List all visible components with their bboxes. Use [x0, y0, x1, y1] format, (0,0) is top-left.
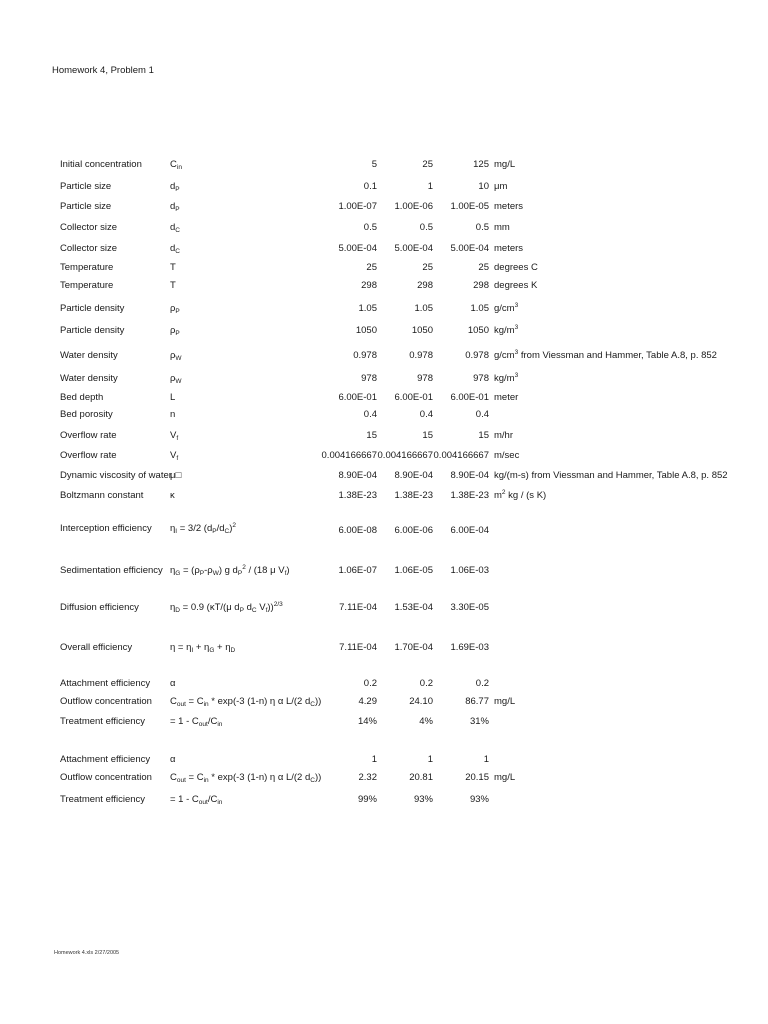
cell-unit: $g/cm^3$ — [494, 302, 519, 314]
cell-value-3: 10 — [478, 181, 489, 192]
cell-symbol: n — [170, 409, 176, 420]
cell-unit: m/hr — [494, 430, 513, 441]
footer-note: Homework 4.xls 2/27/2005 — [54, 950, 120, 956]
table-row — [0, 601, 768, 615]
table-row — [0, 449, 768, 463]
table-row — [0, 429, 768, 443]
cell-unit: $m^2$ kg / (s K) — [494, 489, 547, 501]
cell-name: Particle density — [60, 325, 125, 336]
cell-value-1: 2.32 — [358, 772, 377, 783]
cell-value-2: 1 — [427, 754, 433, 765]
table-row — [0, 221, 768, 235]
cell-name: Attachment efficiency — [60, 678, 151, 689]
cell-value-1: 1.05 — [358, 303, 377, 314]
cell-value-2: 978 — [417, 373, 433, 384]
cell-value-2: 20.81 — [409, 772, 433, 783]
cell-value-1: 14% — [357, 716, 377, 727]
cell-symbol: L — [170, 392, 176, 403]
cell-value-3: 6.00E-04 — [450, 525, 489, 536]
cell-unit: meter — [494, 392, 519, 403]
cell-value-2: 1 — [427, 181, 433, 192]
cell-value-3: 0.978 — [465, 350, 489, 361]
cell-name: Treatment efficiency — [60, 794, 146, 805]
page-title: Homework 4, Problem 1 — [52, 65, 154, 76]
cell-symbol: α — [170, 754, 176, 765]
cell-unit: meters — [494, 243, 524, 254]
cell-value-1: 8.90E-04 — [338, 470, 377, 481]
cell-value-3: 20.15 — [465, 772, 489, 783]
cell-value-3: 1.38E-23 — [450, 490, 489, 501]
cell-symbol: $d_P$ — [170, 201, 180, 213]
cell-value-3: 93% — [469, 794, 489, 805]
cell-value-2: 0.004166667 — [377, 450, 433, 461]
table-row — [0, 349, 768, 363]
cell-value-2: 1.06E-05 — [394, 565, 433, 576]
cell-value-1: 25 — [366, 262, 377, 273]
cell-value-3: 1.00E-05 — [450, 201, 489, 212]
cell-value-3: 1 — [483, 754, 489, 765]
cell-value-2: 0.978 — [409, 350, 433, 361]
cell-value-2: 8.90E-04 — [394, 470, 433, 481]
table-row — [0, 753, 768, 767]
cell-name: Initial concentration — [60, 159, 142, 170]
cell-name: Particle size — [60, 201, 112, 212]
cell-name: Attachment efficiency — [60, 754, 151, 765]
cell-symbol: = $1 - C_{out}/C_{in}$ — [170, 716, 223, 728]
cell-unit: mg/L — [494, 696, 516, 707]
table-row — [0, 261, 768, 275]
cell-value-1: 6.00E-01 — [338, 392, 377, 403]
cell-value-2: 1.05 — [414, 303, 433, 314]
cell-value-1: 6.00E-08 — [338, 525, 377, 536]
cell-unit: mg/L — [494, 772, 516, 783]
cell-value-1: 0.978 — [353, 350, 377, 361]
cell-value-1: 1 — [371, 754, 377, 765]
cell-unit: $kg/m^3$ — [494, 324, 519, 336]
cell-value-1: 298 — [361, 280, 377, 291]
cell-value-3: 15 — [478, 430, 489, 441]
cell-value-3: 31% — [469, 716, 489, 727]
cell-unit: degrees C — [494, 262, 538, 273]
cell-value-2: 4% — [419, 716, 433, 727]
cell-value-2: 0.2 — [419, 678, 433, 689]
cell-name: Collector size — [60, 222, 118, 233]
table-row — [0, 641, 768, 655]
cell-symbol: $C_{in}$ — [170, 159, 182, 171]
table-row — [0, 524, 768, 538]
cell-unit: $g/cm^3$ from Viessman and Hammer, Table A.8, p. 852 — [494, 349, 717, 361]
cell-unit: kg/(m-s) from Viessman and Hammer, Table A.8, p. 852 — [494, 470, 728, 481]
cell-name: Outflow concentration — [60, 696, 152, 707]
cell-value-1: 7.11E-04 — [339, 642, 377, 653]
cell-value-3: 3.30E-05 — [450, 602, 489, 613]
cell-value-2: 25 — [422, 262, 433, 273]
cell-name: Overflow rate — [60, 450, 117, 461]
cell-symbol: = $1 - C_{out}/C_{in}$ — [170, 794, 223, 806]
cell-value-2: 298 — [417, 280, 433, 291]
cell-value-1: 0.4 — [363, 409, 377, 420]
cell-symbol: α — [170, 678, 176, 689]
cell-unit: m/sec — [494, 450, 520, 461]
cell-value-1: 7.11E-04 — [339, 602, 377, 613]
table-row — [0, 200, 768, 214]
cell-symbol: κ — [170, 490, 175, 501]
table-row — [0, 695, 768, 709]
cell-name: Particle size — [60, 181, 112, 192]
cell-value-2: 25 — [422, 159, 433, 170]
cell-symbol: $\eta_D = 0.9$ (κT/(μ $d_P$ $d_C$ $V_f))^{2/3}$ — [170, 601, 283, 614]
cell-value-1: 0.004166667 — [321, 450, 377, 461]
table-row — [0, 469, 768, 483]
cell-symbol: $V_f$ — [170, 450, 179, 462]
cell-value-1: 15 — [366, 430, 377, 441]
cell-unit: degrees K — [494, 280, 538, 291]
cell-value-2: 6.00E-01 — [394, 392, 433, 403]
cell-unit: $kg/m^3$ — [494, 372, 519, 384]
table-row — [0, 771, 768, 785]
cell-symbol: $C_{out} = C_{in} * \exp(-3$ (1-n) η α L/(2 $d_C$)) — [170, 696, 322, 708]
cell-name: Temperature — [60, 280, 114, 291]
cell-value-3: 1.69E-03 — [450, 642, 489, 653]
cell-symbol: $d_P$ — [170, 181, 180, 193]
cell-value-3: 1050 — [467, 325, 489, 336]
cell-symbol: $d_C$ — [170, 243, 180, 255]
cell-value-1: 1.06E-07 — [338, 565, 377, 576]
table-row — [0, 391, 768, 405]
cell-value-1: 978 — [361, 373, 377, 384]
cell-name: Diffusion efficiency — [60, 602, 139, 613]
cell-unit: mg/L — [494, 159, 516, 170]
cell-unit: mm — [494, 222, 510, 233]
table-row — [0, 302, 768, 316]
cell-value-1: 0.1 — [363, 181, 377, 192]
table-row — [0, 372, 768, 386]
cell-name: Bed depth — [60, 392, 104, 403]
cell-value-3: 0.2 — [475, 678, 489, 689]
table-row — [0, 793, 768, 807]
cell-name: Sedimentation efficiency — [60, 565, 163, 576]
cell-value-2: 6.00E-06 — [394, 525, 433, 536]
cell-name: Water density — [60, 373, 118, 384]
table-row — [0, 242, 768, 256]
cell-name: Overall efficiency — [60, 642, 133, 653]
cell-name: Boltzmann constant — [60, 490, 144, 501]
cell-symbol: $\eta = \eta_I + \eta_G + \eta_D$ — [170, 642, 236, 654]
cell-value-3: 978 — [473, 373, 489, 384]
cell-value-1: 5.00E-04 — [338, 243, 377, 254]
cell-value-1: 1.38E-23 — [338, 490, 377, 501]
cell-value-3: 0.5 — [475, 222, 489, 233]
cell-value-2: 5.00E-04 — [394, 243, 433, 254]
cell-name: Temperature — [60, 262, 114, 273]
cell-name: Treatment efficiency — [60, 716, 146, 727]
cell-name: Interception efficiency — [60, 523, 152, 534]
cell-symbol: $\rho_W$ — [170, 350, 182, 362]
cell-value-1: 5 — [371, 159, 377, 170]
cell-unit: μm — [494, 181, 508, 192]
cell-value-1: 0.2 — [363, 678, 377, 689]
table-row — [0, 489, 768, 503]
cell-value-2: 15 — [422, 430, 433, 441]
cell-value-1: 99% — [357, 794, 377, 805]
cell-value-2: 0.4 — [419, 409, 433, 420]
table-row — [0, 715, 768, 729]
cell-value-2: 1.38E-23 — [394, 490, 433, 501]
cell-name: Bed porosity — [60, 409, 113, 420]
cell-value-2: 93% — [413, 794, 433, 805]
cell-name: Collector size — [60, 243, 118, 254]
cell-value-3: 8.90E-04 — [450, 470, 489, 481]
cell-symbol: $\eta_G = (\rho_P-\rho_W)$ g $d_P^2 / (18$ μ $V_f$) — [170, 564, 290, 577]
cell-value-3: 0.4 — [475, 409, 489, 420]
cell-value-3: 298 — [473, 280, 489, 291]
cell-symbol: $\rho_P$ — [170, 325, 180, 337]
cell-name: Outflow concentration — [60, 772, 152, 783]
cell-symbol: $d_C$ — [170, 222, 180, 234]
cell-value-2: 0.5 — [419, 222, 433, 233]
cell-value-3: 5.00E-04 — [450, 243, 489, 254]
table-row — [0, 279, 768, 293]
cell-name: Dynamic viscosity of water — [60, 470, 172, 481]
cell-symbol: $\rho_W$ — [170, 373, 182, 385]
cell-unit: meters — [494, 201, 524, 212]
cell-value-2: 1.00E-06 — [394, 201, 433, 212]
cell-symbol: $\eta_I = 3/2$ $(d_P/d_C)^2$ — [170, 522, 237, 535]
table-row — [0, 408, 768, 422]
cell-symbol: $C_{out} = C_{in} * \exp(-3$ (1-n) η α L/(2 $d_C$)) — [170, 772, 322, 784]
cell-value-3: 6.00E-01 — [450, 392, 489, 403]
cell-value-1: 1050 — [355, 325, 377, 336]
cell-symbol: T — [170, 262, 176, 273]
cell-symbol: $\rho_P$ — [170, 303, 180, 315]
table-row — [0, 158, 768, 172]
cell-value-3: 86.77 — [465, 696, 489, 707]
cell-value-3: 1.06E-03 — [450, 565, 489, 576]
cell-value-2: 1.53E-04 — [394, 602, 433, 613]
cell-value-3: 25 — [478, 262, 489, 273]
cell-value-1: 4.29 — [358, 696, 377, 707]
table-row — [0, 677, 768, 691]
cell-value-1: 0.5 — [363, 222, 377, 233]
cell-value-2: 1050 — [411, 325, 433, 336]
cell-symbol: T — [170, 280, 176, 291]
cell-value-2: 1.70E-04 — [394, 642, 433, 653]
table-row — [0, 324, 768, 338]
cell-value-3: 125 — [473, 159, 489, 170]
cell-value-1: 1.00E-07 — [338, 201, 377, 212]
cell-value-3: 0.004166667 — [433, 450, 489, 461]
cell-value-3: 1.05 — [470, 303, 489, 314]
cell-name: Particle density — [60, 303, 125, 314]
cell-name: Water density — [60, 350, 118, 361]
table-row — [0, 564, 768, 578]
cell-symbol: $V_f$ — [170, 430, 179, 442]
cell-symbol: μ□ — [170, 470, 182, 481]
table-row — [0, 180, 768, 194]
cell-value-2: 24.10 — [409, 696, 433, 707]
cell-name: Overflow rate — [60, 430, 117, 441]
